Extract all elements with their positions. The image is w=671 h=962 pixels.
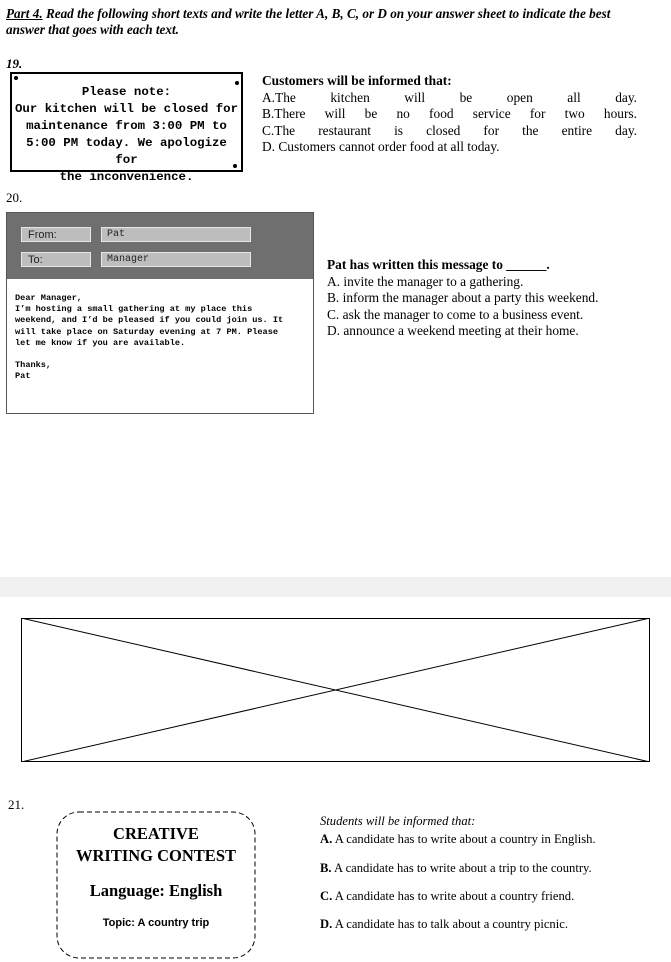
question-21-number: 21. [8,797,25,812]
to-field: Manager [101,252,251,267]
option-text: A candidate has to write about a country friend. [332,889,575,903]
option-letter: C. [320,889,333,903]
notice-line: maintenance from 3:00 PM to [26,119,227,133]
option-d[interactable]: D. Customers cannot order food at all today. [262,139,500,154]
option-letter: D. [320,917,333,931]
option-a[interactable]: A.The kitchen will be open all day. [262,89,637,105]
option-b[interactable] [320,861,592,876]
email-greeting: Dear Manager, [15,293,83,303]
email-signature: Pat [15,371,31,382]
instructions-text: Read the following short texts and write the letter A, B, C, or D on your answer sheet to indicate the best answer that goes with each text. [6,6,611,37]
email-body-line: I’m hosting a small gathering at my place this [15,304,253,315]
option-b[interactable]: B. inform the manager about a party this weekend. [327,290,599,305]
notice-pin-icon [233,164,237,168]
image-placeholder [21,618,650,762]
option-d[interactable]: D. announce a weekend meeting at their home. [327,323,579,338]
to-label: To: [21,252,91,267]
question-19-stem: Customers will be informed that: [262,73,452,88]
option-text: A candidate has to write about a country in English. [332,832,596,846]
notice-line: the inconvenience. [59,170,194,184]
email-body-line: weekend, and I’d be pleased if you could join us. It [15,315,284,326]
question-19-number: 19. [6,56,23,71]
notice-line: 5:00 PM today. We apologize for [26,136,227,167]
option-c[interactable] [320,889,574,904]
question-20-stem: Pat has written this message to ______. [327,257,550,272]
question-19-options [262,73,637,156]
question-20-options [327,257,657,340]
question-21-options [320,814,660,954]
email-body [15,293,311,382]
notice-pin-icon [235,81,239,85]
notice-line: Our kitchen will be closed for [14,102,239,116]
contest-title-line2: WRITING CONTEST [76,846,236,865]
instructions [6,6,646,38]
option-c[interactable]: C.The restaurant is closed for the entire day. [262,122,637,138]
option-text: A candidate has to talk about a country picnic. [332,917,568,931]
option-a[interactable]: A. invite the manager to a gathering. [327,273,524,289]
email-body-line: let me know if you are available. [15,337,186,348]
contest-language: Language: English [89,881,223,900]
page-break-band [0,577,671,597]
contest-title-line1: CREATIVE [113,824,199,843]
email-body-line: will take place on Saturday evening at 7 PM. Please [15,326,279,337]
notice-line: Please note: [81,85,172,99]
from-label: From: [21,227,91,242]
option-letter: A. [320,832,333,846]
option-b[interactable]: B.There will be no food service for two hours. [262,106,637,121]
option-text: A candidate has to write about a trip to the country. [331,861,592,875]
contest-poster [56,811,256,959]
option-letter: B. [320,861,332,875]
email-closing: Thanks, [15,360,52,371]
question-20-number: 20. [6,190,23,205]
notice-pin-icon [14,76,18,80]
option-a[interactable] [320,832,596,847]
email-message [6,212,314,414]
from-field: Pat [101,227,251,242]
option-c[interactable]: C. ask the manager to come to a business event. [327,306,584,322]
kitchen-notice [10,72,243,184]
option-d[interactable] [320,917,568,932]
contest-topic: Topic: A country trip [102,917,210,929]
part-label: Part 4. [6,6,43,21]
email-header [7,213,313,279]
question-21-stem: Students will be informed that: [320,814,476,828]
